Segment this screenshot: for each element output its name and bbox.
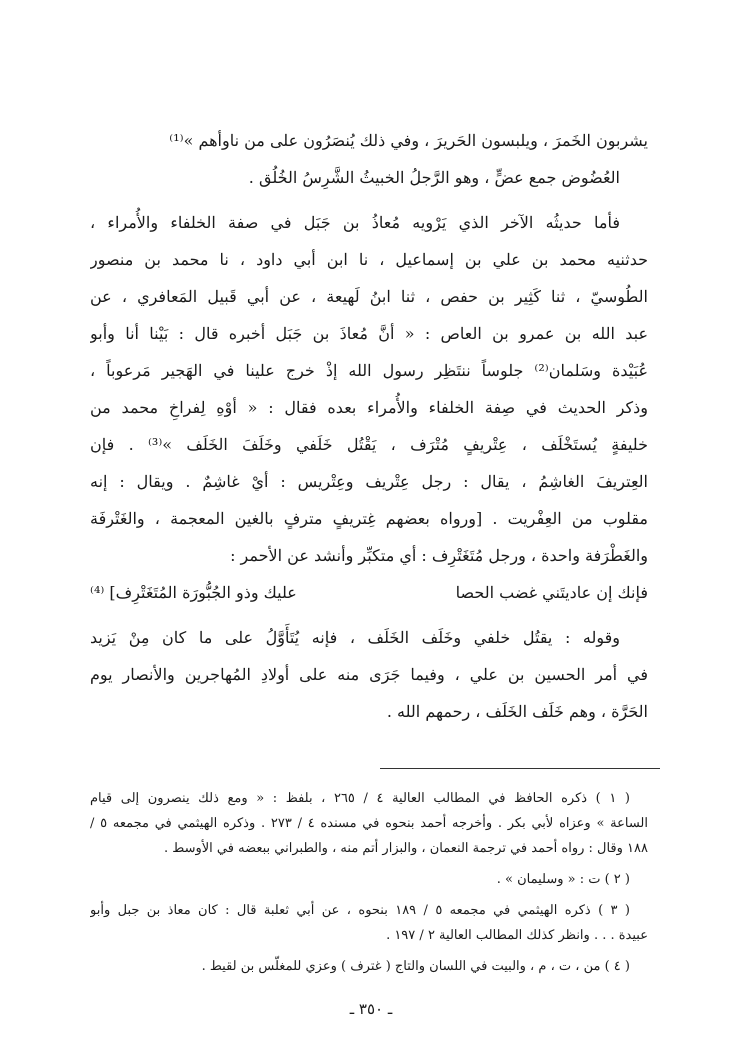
- text-line: الحَرَّة ، وهم خَلَف الخَلَف ، رحمهم الله .: [386, 702, 648, 721]
- text-line: الطُوسيّ ، ثنا كَثِير بن حفص ، ثنا ابنُ لَهيعة ، عن أبي قَبيل المَعافري ، عن: [90, 287, 648, 306]
- text-line: خليفةٍ يُستَخْلَف ، عِتْريفٍ مُتْرَف ، يَقْتُل خَلَفي وخَلَفَ الخَلَف »⁽³⁾ . فإن: [90, 435, 648, 454]
- text-line: العُضُوض جمع عضٍّ ، وهو الرَّجلُ الخبيثُ الشَّرِسُ الخُلُق .: [248, 168, 620, 187]
- verse-hemistich-left: عليك وذو الجُبُّورَة المُتَغَتْرِف] ⁽⁴⁾: [90, 583, 297, 602]
- text-line: مقلوب من العِفْريت . [ورواه بعضهم غِتريفٍ مترفٍ بالغين المعجمة ، والغَتْرفَة: [90, 509, 648, 528]
- poetry-verse: [90, 574, 648, 611]
- text-line: فأما حديثُه الآخر الذي يَرْويه مُعاذُ بن جَبَل في صفة الخلفاء والأُمراء ،: [90, 213, 620, 232]
- footnote: [90, 898, 648, 948]
- footnotes: [90, 786, 648, 979]
- footnote-line: عبيدة . . . وانظر كذلك المطالب العالية ٢ / ١٩٧ .: [386, 928, 648, 943]
- text-line: عبد الله بن عمرو بن العاص : « أنَّ مُعاذَ بن جَبَل أخبره قال : بَيْنا أنا وأبو: [90, 324, 648, 343]
- footnote-divider: [380, 768, 660, 769]
- main-text: [90, 122, 648, 730]
- footnote-line: ( ٣ ) ذكره الهيثمي في مجمعه ٥ / ١٨٩ بنحوه ، عن أبي ثعلبة قال : كان معاذ بن جبل وأبو: [90, 903, 630, 918]
- text-line: حدثنيه محمد بن علي بن إسماعيل ، نا ابن أبي داود ، نا محمد بن منصور: [90, 250, 648, 269]
- footnote: [90, 786, 648, 861]
- footnote-line: ( ٢ ) ت : « وسليمان » .: [496, 872, 630, 887]
- text-line: في أمر الحسين بن علي ، وفيما جَرَى منه على أولادِ المُهاجرين والأنصار يوم: [90, 665, 648, 684]
- footnote: [90, 867, 648, 892]
- text-line: وذكر الحديث في صِفة الخلفاء والأُمراء بعده فقال : « أوْهِ لِفراخِ محمد من: [90, 398, 648, 417]
- footnote-line: ( ١ ) ذكره الحافظ في المطالب العالية ٤ / ٢٦٥ ، بلفظ : « ومع ذلك ينصرون إلى قيام: [90, 791, 630, 806]
- verse-hemistich-right: فإنك إن عاديتَني غضب الحصا: [455, 583, 648, 602]
- text-line: وقوله : يقتُل خلفي وخَلَف الخَلَف ، فإنه يُتَأَوَّلُ على ما كان مِنْ يَزيد: [90, 628, 620, 647]
- footnote: [90, 954, 648, 979]
- text-line: عُبَيْدة وسَلمان⁽²⁾ جلوساً ننتَظِر رسول الله إذْ خرج علينا في الهَجير مَرعوباً ،: [90, 361, 648, 380]
- text-line: العِتريفَ الغاشِمُ ، يقال : رجل عِتْريف وعِتْريس : أيْ غاشِمٌ . ويقال : إنه: [90, 472, 648, 491]
- text-line: والغَطْرَفة واحدة ، ورجل مُتَغَتْرِف : أي متكبِّر وأنشد عن الأحمر :: [230, 546, 648, 565]
- footnote-line: ( ٤ ) من ، ت ، م ، والبيت في اللسان والتاج ( غترف ) وعزي للمغلّس بن لقيط .: [201, 959, 630, 974]
- footnote-line: الساعة » وعزاه لأبي بكر . وأخرجه أحمد بنحوه في مسنده ٤ / ٢٧٣ . وذكره الهيثمي في مجمعه ٥ /: [90, 816, 648, 831]
- page-number: ـ ٣٥٠ ـ: [349, 1000, 393, 1018]
- text-line: يشربون الخَمرَ ، ويلبسون الحَريرَ ، وفي ذلك يُنصَرُون على من ناوأهم »⁽¹⁾: [169, 131, 648, 150]
- footnote-line: ١٨٨ وقال : رواه أحمد في ترجمة النعمان ، والبزار أتم منه ، والطبراني ببعضه في الأوسط .: [163, 841, 648, 856]
